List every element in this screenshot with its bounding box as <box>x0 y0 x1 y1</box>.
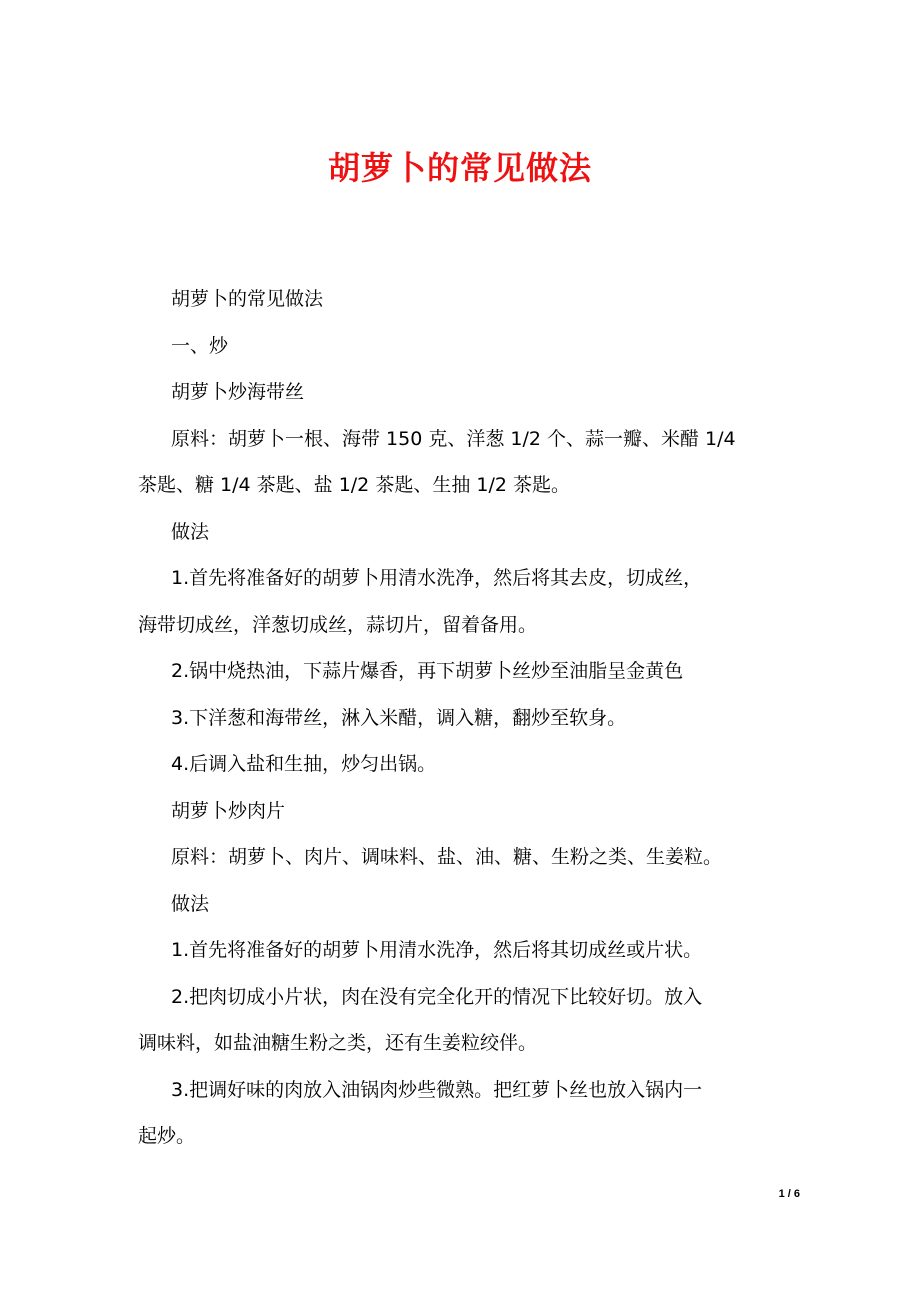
paragraph-line: 原料：胡萝卜一根、海带 150 克、洋葱 1/2 个、蒜一瓣、米醋 1/4 <box>171 427 736 450</box>
paragraph <box>138 276 788 323</box>
paragraph-line: 海带切成丝，洋葱切成丝，蒜切片，留着备用。 <box>138 613 538 636</box>
paragraph-line: 胡萝卜炒肉片 <box>171 799 286 822</box>
paragraph-line: 4.后调入盐和生抽，炒匀出锅。 <box>171 753 437 775</box>
paragraph-line: 原料：胡萝卜、肉片、调味料、盐、油、糖、生粉之类、生姜粒。 <box>171 846 723 868</box>
paragraph-line: 做法 <box>171 520 210 543</box>
paragraph <box>138 695 788 742</box>
paragraph <box>138 323 788 370</box>
paragraph-line: 1.首先将准备好的胡萝卜用清水洗净，然后将其去皮，切成丝， <box>171 567 703 589</box>
paragraph <box>138 509 788 556</box>
paragraph-line: 2.锅中烧热油，下蒜片爆香，再下胡萝卜丝炒至油脂呈金黄色 <box>171 660 684 682</box>
paragraph-line: 调味料，如盐油糖生粉之类，还有生姜粒绞伴。 <box>138 1032 538 1054</box>
paragraph <box>138 369 788 416</box>
paragraph-line: 3.下洋葱和海带丝，淋入米醋，调入糖，翻炒至软身。 <box>171 706 627 729</box>
paragraph <box>138 1067 788 1160</box>
paragraph-line: 1.首先将准备好的胡萝卜用清水洗净，然后将其切成丝或片状。 <box>171 939 703 961</box>
paragraph-line: 3.把调好味的肉放入油锅肉炒些微熟。把红萝卜丝也放入锅内一 <box>171 1078 703 1101</box>
paragraph <box>138 834 788 881</box>
paragraph <box>138 974 788 1067</box>
paragraph <box>138 881 788 928</box>
page-title: 胡萝卜的常见做法 <box>327 149 592 187</box>
page-indicator: 1 / 6 <box>778 1188 800 1200</box>
paragraph <box>138 927 788 974</box>
paragraph-line: 起炒。 <box>138 1125 196 1147</box>
document-body <box>138 276 788 1160</box>
paragraph <box>138 788 788 835</box>
paragraph-line: 茶匙、糖 1/4 茶匙、盐 1/2 茶匙、生抽 1/2 茶匙。 <box>138 474 570 496</box>
paragraph-line: 2.把肉切成小片状，肉在没有完全化开的情况下比较好切。放入 <box>171 985 703 1008</box>
paragraph <box>138 555 788 648</box>
paragraph-line: 胡萝卜的常见做法 <box>171 288 324 310</box>
paragraph-line: 一、炒 <box>171 334 229 357</box>
paragraph <box>138 648 788 695</box>
paragraph <box>138 416 788 509</box>
paragraph <box>138 741 788 788</box>
paragraph-line: 做法 <box>171 892 210 915</box>
paragraph-line: 胡萝卜炒海带丝 <box>171 381 305 403</box>
